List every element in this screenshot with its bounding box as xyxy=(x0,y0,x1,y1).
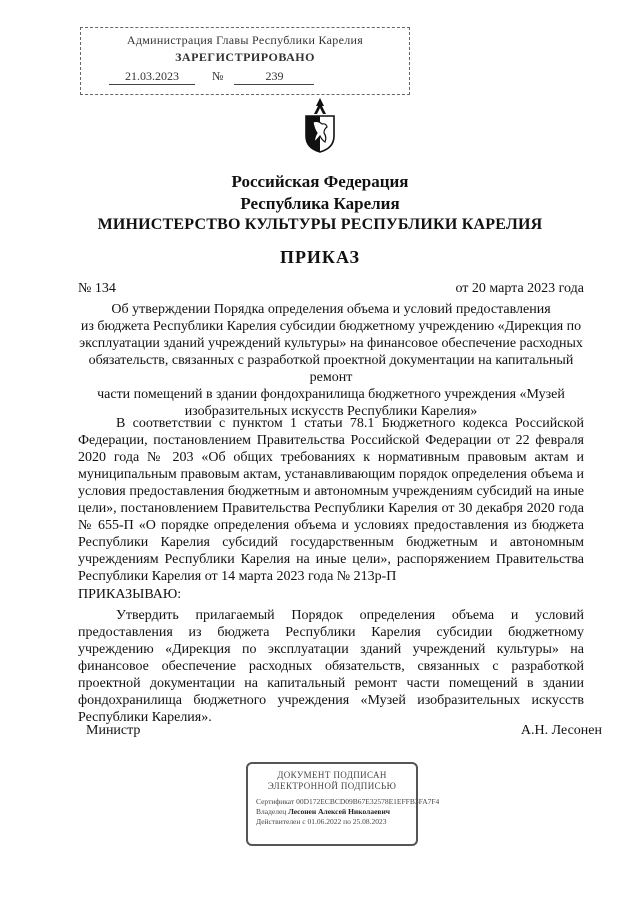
order-clause-paragraph: Утвердить прилагаемый Порядок определения объема и условий предоставления из бюджета Республики Карелия субсидии бюджетному учреждению «Дирекция по эксплуатации зданий учреждений культуры» на финансовое обеспечение расходных обязательств, связанных с разработкой проектной документации на капитальный ремонт части помещений в здании фондохранилища бюджетного учреждения «Музей изобразительных искусств Республики Карелия». xyxy=(78,608,584,725)
subject-line: части помещений в здании фондохранилища бюджетного учреждения «Музей xyxy=(97,387,565,402)
esign-owner-value: Лесонен Алексей Николаевич xyxy=(288,807,391,816)
order-number: № 134 xyxy=(78,281,116,296)
stamp-number-sign: № xyxy=(212,69,224,83)
signer-position: Министр xyxy=(86,723,141,738)
subject-line: изобразительных искусств Республики Карелия» xyxy=(184,404,478,419)
esign-valid-label: Действителен xyxy=(256,817,301,826)
stamp-number: 239 xyxy=(234,69,314,85)
registration-stamp xyxy=(80,27,410,95)
esign-title-line1: ДОКУМЕНТ ПОДПИСАН xyxy=(277,770,387,780)
legal-basis-paragraph: В соответствии с пунктом 1 статьи 78.1 Бюджетного кодекса Российской Федерации, постановлением Правительства Российской Федерации от 22 февраля 2020 года № 203 «Об общих требованиях к нормативным правовым актам и муниципальным правовым актам, устанавливающим порядок определения объема и условия предоставления бюджетным и автономным учреждениям субсидий на иные цели», постановлением Правительства Республики Карелия от 30 декабря 2020 года № 655-П «О порядке определения объема и условиях предоставления из бюджета Республики Карелия субсидий государственным бюджетным и автономным учреждениям Республики Карелия на иные цели», распоряжением Правительства Республики Карелия от 14 марта 2023 года № 213р-П xyxy=(78,416,584,584)
stamp-date: 21.03.2023 xyxy=(109,69,195,85)
order-date: от 20 марта 2023 года xyxy=(455,281,584,296)
republic-heading: Республика Карелия xyxy=(240,194,400,213)
subject-line: обязательств, связанных с разработкой проектной документации на капитальный ремонт xyxy=(88,353,574,385)
stamp-reg-line xyxy=(81,69,409,85)
esign-certificate-value: 00D172ECBCD09B67E32578E1EFFB3FA7F4 xyxy=(296,797,440,806)
esign-certificate-label: Сертификат xyxy=(256,797,295,806)
esign-valid-row xyxy=(256,817,408,827)
country-heading: Российская Федерация xyxy=(231,172,409,191)
esign-owner-label: Владелец xyxy=(256,807,287,816)
ministry-heading: МИНИСТЕРСТВО КУЛЬТУРЫ РЕСПУБЛИКИ КАРЕЛИЯ xyxy=(97,216,543,233)
esign-title-line2: ЭЛЕКТРОННОЙ ПОДПИСЬЮ xyxy=(267,781,397,791)
document-type-title: ПРИКАЗ xyxy=(279,247,361,267)
subject-line: Об утверждении Порядка определения объема и условий предоставления xyxy=(111,302,551,317)
stamp-status: ЗАРЕГИСТРИРОВАНО xyxy=(175,50,315,64)
esign-certificate-row xyxy=(256,797,440,807)
stamp-organization: Администрация Главы Республики Карелия xyxy=(126,33,364,47)
order-subject xyxy=(78,301,584,420)
subject-line: эксплуатации зданий учреждений культуры» на финансовое обеспечение расходных xyxy=(79,336,583,351)
subject-line: из бюджета Республики Карелия субсидии бюджетному учреждению «Дирекция по xyxy=(80,319,582,334)
karelia-coat-of-arms-icon xyxy=(302,96,338,154)
esign-owner-row xyxy=(256,807,408,817)
electronic-signature-stamp xyxy=(246,762,440,846)
signer-name: А.Н. Лесонен xyxy=(520,723,602,738)
esign-valid-value: с 01.06.2022 по 25.08.2023 xyxy=(302,817,387,826)
decree-word: ПРИКАЗЫВАЮ: xyxy=(78,587,182,602)
